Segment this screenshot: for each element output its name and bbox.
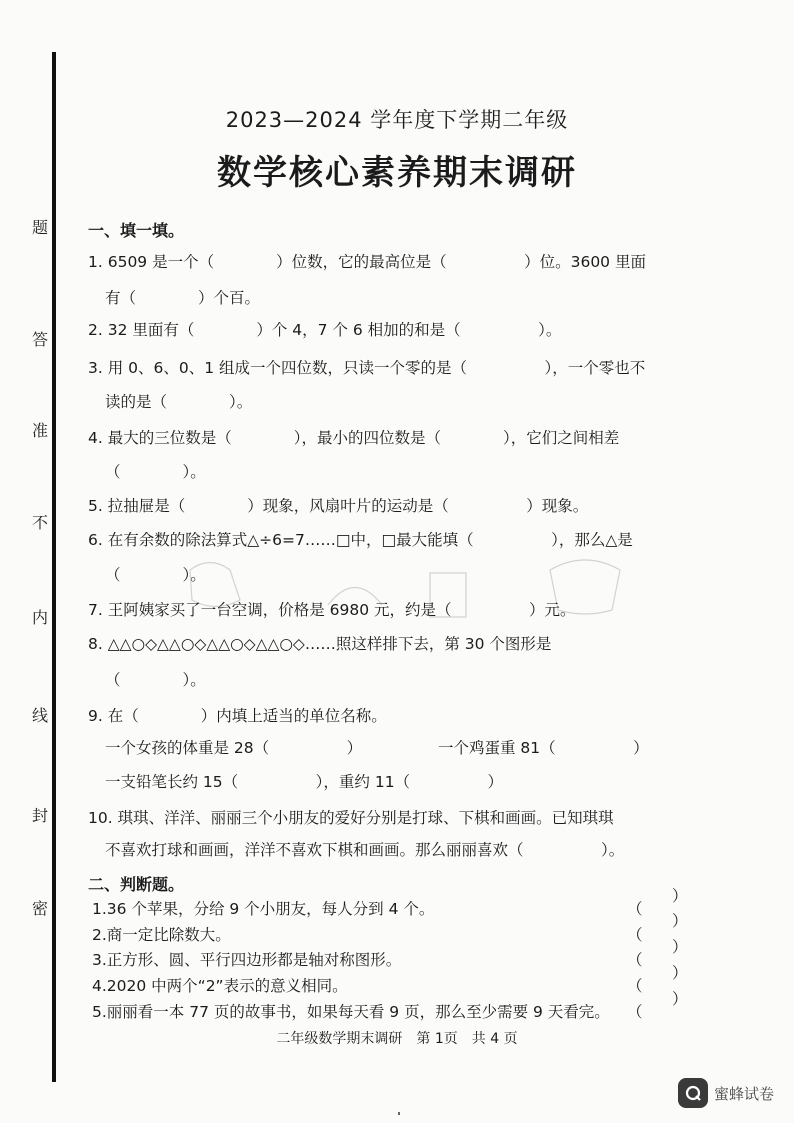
- judgment-item-4: 4.2020 中两个“2”表示的意义相同。: [92, 977, 348, 995]
- exam-year-title: 2023—2024 学年度下学期二年级: [225, 108, 569, 132]
- question-9-pencil: 一支铅笔长约 15（ ），重约 11（ ）: [105, 773, 504, 791]
- judgment-answer-open-1[interactable]: （: [627, 900, 643, 918]
- section-heading-true-false: 二、判断题。: [88, 875, 185, 894]
- judgment-answer-close-2: ）: [672, 912, 688, 930]
- question-4-line-2: （ ）。: [105, 463, 206, 481]
- judgment-answer-open-5[interactable]: （: [627, 1003, 643, 1021]
- judgment-answer-open-3[interactable]: （: [627, 951, 643, 969]
- judgment-answer-close-5: ）: [672, 990, 688, 1008]
- question-10-line-1: 10. 琪琪、洋洋、丽丽三个小朋友的爱好分别是打球、下棋和画画。已知琪琪: [88, 809, 614, 827]
- question-5: 5. 拉抽屉是（ ）现象，风扇叶片的运动是（ ）现象。: [88, 497, 589, 515]
- binding-line: [52, 52, 56, 1082]
- seal-char: 不: [31, 513, 48, 532]
- question-1-line-2: 有（ ）个百。: [105, 289, 261, 307]
- question-8-line-1: 8. △△○◇△△○◇△△○◇△△○◇……照这样排下去，第 30 个图形是: [88, 635, 552, 653]
- question-3-line-1: 3. 用 0、6、0、1 组成一个四位数，只读一个零的是（ ），一个零也不: [88, 359, 646, 377]
- question-2: 2. 32 里面有（ ）个 4，7 个 6 相加的和是（ ）。: [88, 321, 562, 339]
- judgment-item-2: 2.商一定比除数大。: [92, 926, 231, 944]
- seal-char: 题: [31, 218, 48, 237]
- question-6-line-2: （ ）。: [105, 566, 206, 584]
- question-1-line-1: 1. 6509 是一个（ ）位数，它的最高位是（ ）位。3600 里面: [88, 253, 646, 271]
- watermark-text: 蜜蜂试卷: [713, 1084, 774, 1103]
- judgment-answer-close-1: ）: [672, 887, 688, 905]
- bee-logo-icon: [678, 1078, 708, 1108]
- seal-char: 封: [31, 806, 48, 825]
- question-9-girl-weight: 一个女孩的体重是 28（ ）: [105, 739, 363, 757]
- question-9-intro: 9. 在（ ）内填上适当的单位名称。: [88, 707, 387, 725]
- page-footer: 二年级数学期末调研 第 1页 共 4 页: [276, 1031, 518, 1047]
- judgment-item-5: 5.丽丽看一本 77 页的故事书，如果每天看 9 页，那么至少需要 9 天看完。: [92, 1003, 610, 1021]
- seal-char: 内: [31, 608, 48, 627]
- judgment-answer-close-3: ）: [672, 938, 688, 956]
- watermark: [678, 1078, 774, 1108]
- judgment-answer-close-4: ）: [672, 964, 688, 982]
- seal-char: 线: [31, 706, 48, 725]
- exam-title: 数学核心素养期末调研: [217, 153, 577, 193]
- scan-mark: [398, 1112, 400, 1115]
- section-heading-fill-in: 一、填一填。: [88, 221, 185, 240]
- seal-char: 答: [31, 330, 48, 349]
- judgment-item-1: 1.36 个苹果，分给 9 个小朋友，每人分到 4 个。: [92, 900, 435, 918]
- question-7: 7. 王阿姨家买了一台空调，价格是 6980 元，约是（ ）元。: [88, 601, 576, 619]
- question-6-line-1: 6. 在有余数的除法算式△÷6=7……□中，□最大能填（ ），那么△是: [88, 531, 633, 549]
- question-9-egg-weight: 一个鸡蛋重 81（ ）: [438, 739, 649, 757]
- seal-char: 密: [31, 899, 48, 918]
- judgment-answer-open-2[interactable]: （: [627, 926, 643, 944]
- question-10-line-2: 不喜欢打球和画画，洋洋不喜欢下棋和画画。那么丽丽喜欢（ ）。: [105, 841, 625, 859]
- question-3-line-2: 读的是（ ）。: [105, 393, 253, 411]
- judgment-item-3: 3.正方形、圆、平行四边形都是轴对称图形。: [92, 951, 402, 969]
- judgment-answer-open-4[interactable]: （: [627, 977, 643, 995]
- question-8-line-2: （ ）。: [105, 671, 206, 689]
- seal-char: 准: [31, 421, 48, 440]
- question-4-line-1: 4. 最大的三位数是（ ），最小的四位数是（ ），它们之间相差: [88, 429, 620, 447]
